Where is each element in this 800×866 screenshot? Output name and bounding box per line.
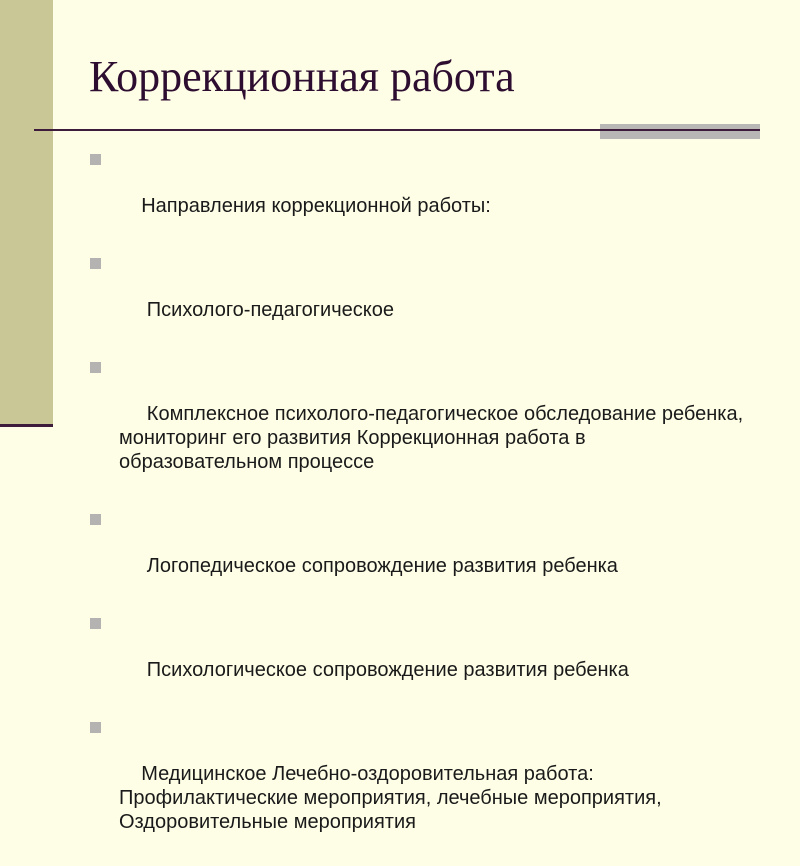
square-bullet-icon: [90, 722, 101, 733]
bullet-list: [90, 146, 750, 866]
title-accent-bar: [600, 124, 760, 139]
bullet-item: [90, 506, 750, 602]
square-bullet-icon: [90, 514, 101, 525]
bullet-item: [90, 610, 750, 706]
square-bullet-icon: [90, 258, 101, 269]
slide-title: Коррекционная работа: [89, 52, 515, 101]
square-bullet-icon: [90, 618, 101, 629]
bullet-text: Психологическое сопровождение развития ребенка: [141, 659, 629, 681]
left-band-rule: [0, 424, 53, 427]
bullet-item: [90, 250, 750, 346]
left-decorative-band: [0, 0, 53, 425]
bullet-text: Медицинское Лечебно-оздоровительная работа: Профилактические мероприятия, лечебные мероприятия, Оздоровительные мероприятия: [119, 763, 668, 833]
square-bullet-icon: [90, 362, 101, 373]
bullet-text: Психолого-педагогическое: [141, 299, 394, 321]
bullet-text: Логопедическое сопровождение развития ребенка: [141, 555, 618, 577]
bullet-text: Направления коррекционной работы:: [141, 195, 491, 217]
title-accent-rule: [600, 129, 760, 131]
bullet-item: [90, 714, 750, 858]
bullet-text: Комплексное психолого-педагогическое обследование ребенка, мониторинг его развития Коррекционная работа в образовательном процессе: [119, 403, 749, 473]
bullet-item: [90, 354, 750, 498]
bullet-item: [90, 146, 750, 242]
title-underline-rule: [34, 129, 600, 131]
square-bullet-icon: [90, 154, 101, 165]
